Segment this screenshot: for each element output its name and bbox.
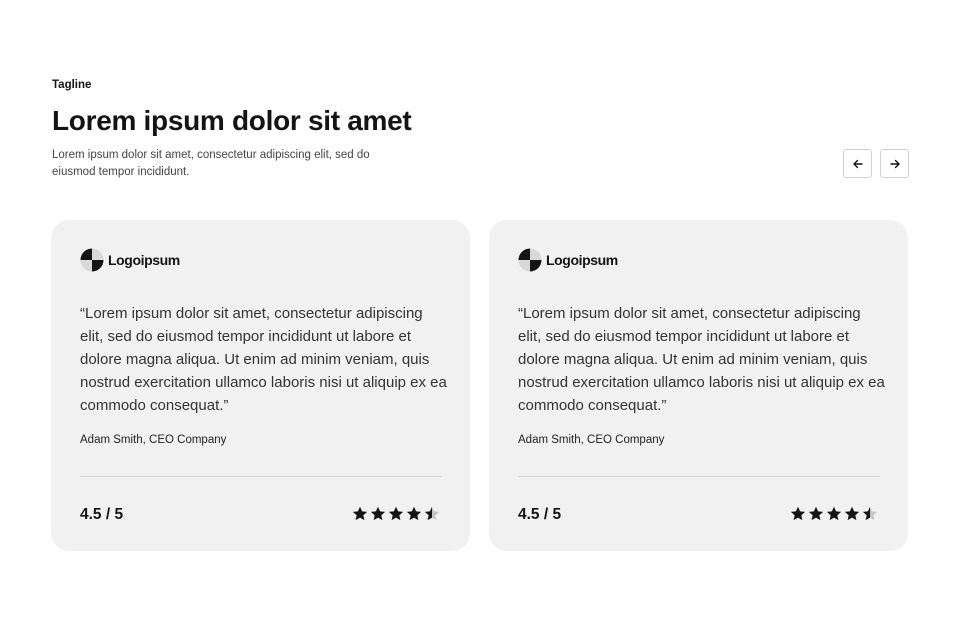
star-filled-icon <box>808 506 824 522</box>
testimonial-author: Adam Smith, CEO Company <box>518 434 665 446</box>
rating-text: 4.5 / 5 <box>518 506 562 523</box>
logoipsum-icon <box>80 248 104 272</box>
logoipsum-icon <box>518 248 542 272</box>
star-filled-icon <box>370 506 386 522</box>
company-logo <box>518 248 618 272</box>
star-filled-icon <box>826 506 842 522</box>
section-header <box>52 78 912 181</box>
next-button[interactable] <box>880 149 909 178</box>
star-filled-icon <box>406 506 422 522</box>
star-rating <box>790 506 878 522</box>
company-logo <box>80 248 180 272</box>
testimonial-author: Adam Smith, CEO Company <box>80 434 227 446</box>
testimonial-card <box>51 220 470 551</box>
star-filled-icon <box>844 506 860 522</box>
testimonial-quote: “Lorem ipsum dolor sit amet, consectetur adipiscing elit, sed do eiusmod tempor incididunt ut labore et dolore magna aliqua. Ut enim ad minim veniam, quis nostrud exercitation ullamco laboris nisi ut aliquip ex ea commodo consequat.” <box>80 305 447 414</box>
divider <box>80 476 442 477</box>
testimonial-card <box>489 220 908 551</box>
star-filled-icon <box>388 506 404 522</box>
carousel-nav <box>843 149 909 178</box>
prev-button[interactable] <box>843 149 872 178</box>
divider <box>518 476 880 477</box>
arrow-left-icon <box>852 158 864 170</box>
star-half-icon <box>424 506 440 522</box>
star-filled-icon <box>790 506 806 522</box>
logo-text: Logoipsum <box>108 252 180 268</box>
star-rating <box>352 506 440 522</box>
arrow-right-icon <box>889 158 901 170</box>
page-subtitle: Lorem ipsum dolor sit amet, consectetur adipiscing elit, sed do eiusmod tempor incididunt. <box>52 149 370 178</box>
page-title: Lorem ipsum dolor sit amet <box>52 105 412 136</box>
tagline: Tagline <box>52 79 92 91</box>
rating-text: 4.5 / 5 <box>80 506 124 523</box>
star-filled-icon <box>352 506 368 522</box>
logo-text: Logoipsum <box>546 252 618 268</box>
star-half-icon <box>862 506 878 522</box>
testimonial-quote: “Lorem ipsum dolor sit amet, consectetur adipiscing elit, sed do eiusmod tempor incididunt ut labore et dolore magna aliqua. Ut enim ad minim veniam, quis nostrud exercitation ullamco laboris nisi ut aliquip ex ea commodo consequat.” <box>518 305 885 414</box>
